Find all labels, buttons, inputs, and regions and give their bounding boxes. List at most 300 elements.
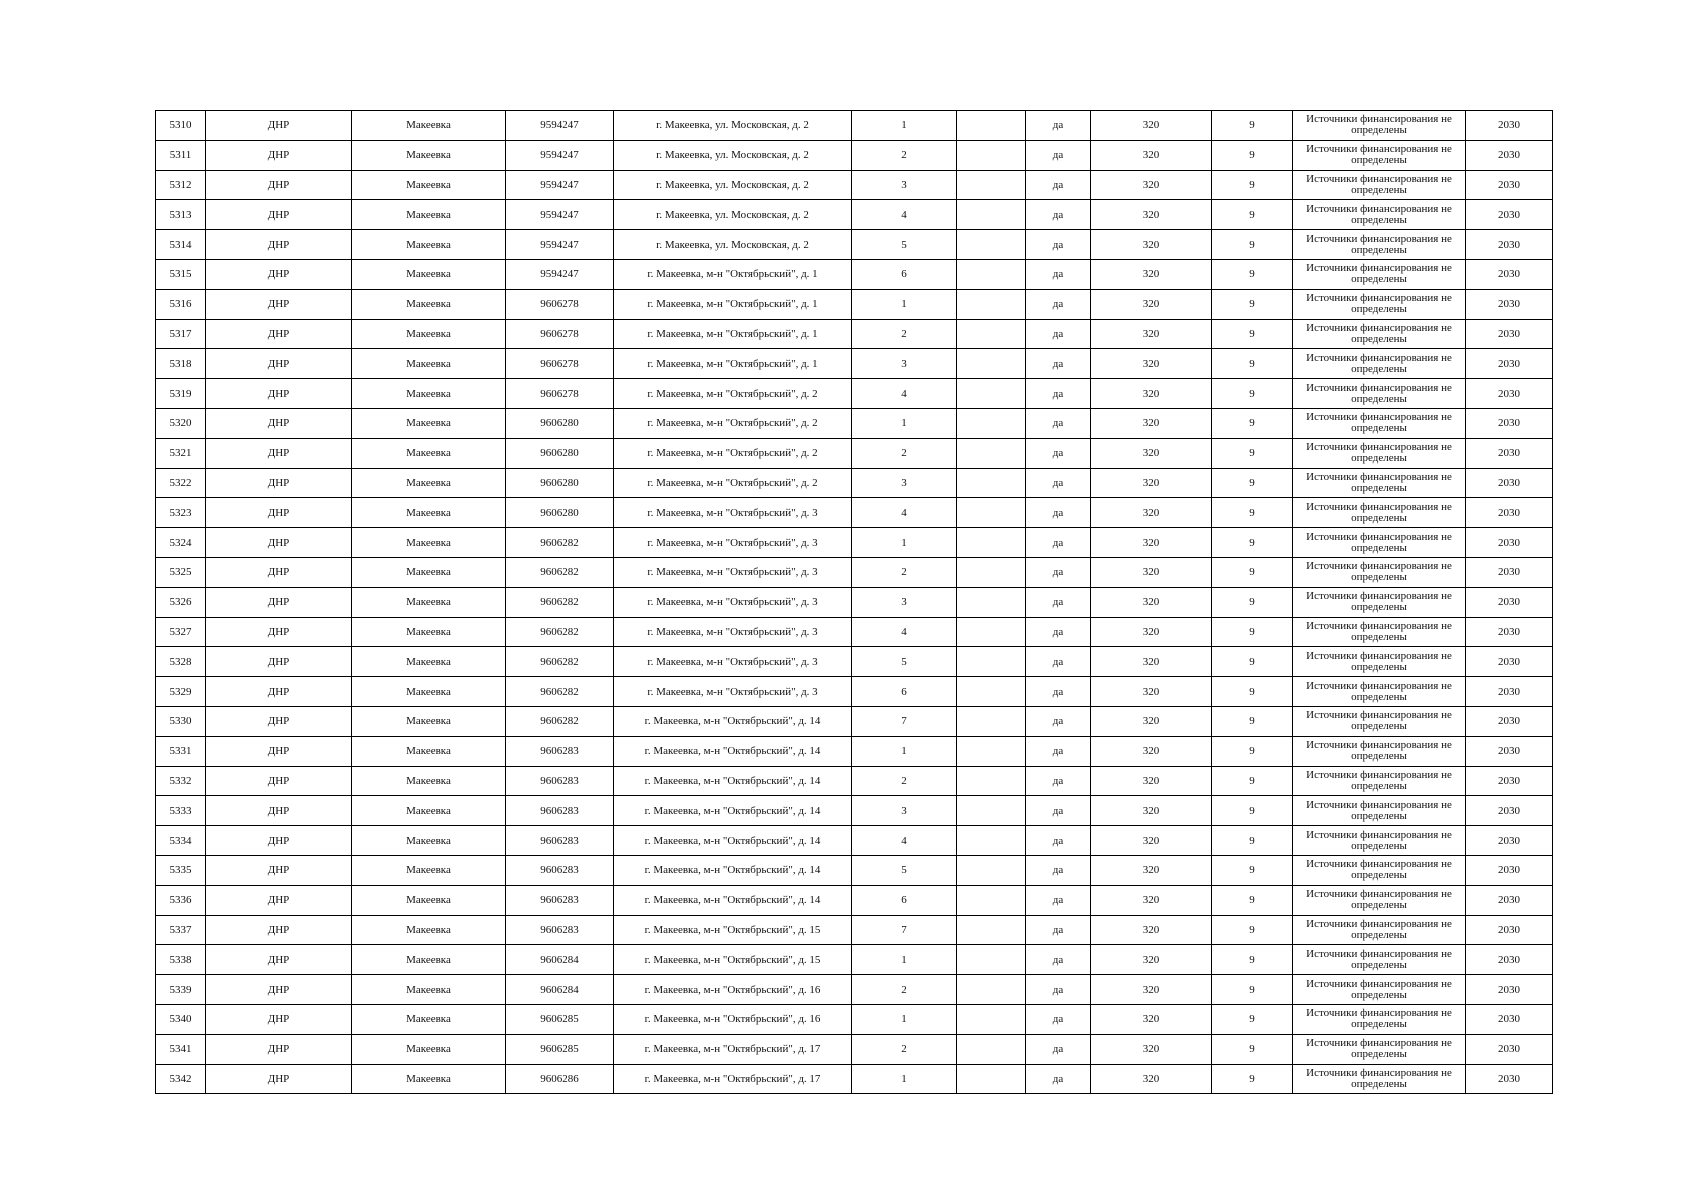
year-cell: 2030: [1466, 945, 1553, 975]
table-row: [156, 945, 1553, 975]
region-cell: ДНР: [206, 915, 352, 945]
count-cell: 9: [1212, 647, 1293, 677]
address-cell: г. Макеевка, м-н "Октябрьский", д. 3: [614, 498, 852, 528]
table-row: [156, 826, 1553, 856]
count-cell: 9: [1212, 349, 1293, 379]
value-cell: 320: [1091, 1034, 1212, 1064]
index-cell: 6: [852, 259, 957, 289]
flag-cell: да: [1026, 975, 1091, 1005]
address-cell: г. Макеевка, ул. Московская, д. 2: [614, 170, 852, 200]
funding-source-cell: Источники финансирования не определены: [1293, 230, 1466, 260]
region-cell: ДНР: [206, 647, 352, 677]
address-cell: г. Макеевка, м-н "Октябрьский", д. 3: [614, 617, 852, 647]
value-cell: 320: [1091, 408, 1212, 438]
value-cell: 320: [1091, 677, 1212, 707]
code-cell: 9606282: [506, 617, 614, 647]
funding-source-cell: Источники финансирования не определены: [1293, 677, 1466, 707]
index-cell: 2: [852, 1034, 957, 1064]
count-cell: 9: [1212, 766, 1293, 796]
region-cell: ДНР: [206, 796, 352, 826]
code-cell: 9594247: [506, 230, 614, 260]
value-cell: 320: [1091, 259, 1212, 289]
year-cell: 2030: [1466, 140, 1553, 170]
index-cell: 3: [852, 796, 957, 826]
table-row: [156, 1064, 1553, 1094]
table-row: [156, 438, 1553, 468]
index-cell: 3: [852, 468, 957, 498]
count-cell: 9: [1212, 528, 1293, 558]
flag-cell: да: [1026, 557, 1091, 587]
flag-cell: да: [1026, 170, 1091, 200]
code-cell: 9594247: [506, 200, 614, 230]
empty-cell: [957, 259, 1026, 289]
code-cell: 9606283: [506, 826, 614, 856]
code-cell: 9606285: [506, 1034, 614, 1064]
region-cell: ДНР: [206, 468, 352, 498]
empty-cell: [957, 826, 1026, 856]
year-cell: 2030: [1466, 111, 1553, 141]
empty-cell: [957, 438, 1026, 468]
city-cell: Макеевка: [352, 438, 506, 468]
table-row: [156, 855, 1553, 885]
empty-cell: [957, 915, 1026, 945]
index-cell: 1: [852, 111, 957, 141]
flag-cell: да: [1026, 1004, 1091, 1034]
table-row: [156, 587, 1553, 617]
count-cell: 9: [1212, 557, 1293, 587]
region-cell: ДНР: [206, 945, 352, 975]
address-cell: г. Макеевка, м-н "Октябрьский", д. 2: [614, 408, 852, 438]
table-row: [156, 170, 1553, 200]
count-cell: 9: [1212, 945, 1293, 975]
year-cell: 2030: [1466, 975, 1553, 1005]
city-cell: Макеевка: [352, 915, 506, 945]
funding-source-cell: Источники финансирования не определены: [1293, 200, 1466, 230]
flag-cell: да: [1026, 289, 1091, 319]
funding-source-cell: Источники финансирования не определены: [1293, 319, 1466, 349]
city-cell: Макеевка: [352, 1034, 506, 1064]
year-cell: 2030: [1466, 289, 1553, 319]
table-row: [156, 200, 1553, 230]
funding-source-cell: Источники финансирования не определены: [1293, 647, 1466, 677]
funding-source-cell: Источники финансирования не определены: [1293, 468, 1466, 498]
year-cell: 2030: [1466, 706, 1553, 736]
value-cell: 320: [1091, 736, 1212, 766]
count-cell: 9: [1212, 319, 1293, 349]
table-row: [156, 349, 1553, 379]
row-number-cell: 5318: [156, 349, 206, 379]
index-cell: 3: [852, 349, 957, 379]
city-cell: Макеевка: [352, 319, 506, 349]
count-cell: 9: [1212, 1034, 1293, 1064]
flag-cell: да: [1026, 617, 1091, 647]
empty-cell: [957, 677, 1026, 707]
year-cell: 2030: [1466, 230, 1553, 260]
year-cell: 2030: [1466, 885, 1553, 915]
index-cell: 1: [852, 1004, 957, 1034]
code-cell: 9594247: [506, 259, 614, 289]
city-cell: Макеевка: [352, 170, 506, 200]
table-row: [156, 1004, 1553, 1034]
region-cell: ДНР: [206, 408, 352, 438]
region-cell: ДНР: [206, 230, 352, 260]
row-number-cell: 5316: [156, 289, 206, 319]
code-cell: 9606282: [506, 557, 614, 587]
row-number-cell: 5321: [156, 438, 206, 468]
flag-cell: да: [1026, 796, 1091, 826]
row-number-cell: 5322: [156, 468, 206, 498]
address-cell: г. Макеевка, м-н "Октябрьский", д. 3: [614, 587, 852, 617]
count-cell: 9: [1212, 677, 1293, 707]
value-cell: 320: [1091, 945, 1212, 975]
empty-cell: [957, 1064, 1026, 1094]
funding-source-cell: Источники финансирования не определены: [1293, 170, 1466, 200]
region-cell: ДНР: [206, 736, 352, 766]
code-cell: 9606283: [506, 796, 614, 826]
empty-cell: [957, 408, 1026, 438]
flag-cell: да: [1026, 528, 1091, 558]
code-cell: 9606282: [506, 706, 614, 736]
city-cell: Макеевка: [352, 885, 506, 915]
address-cell: г. Макеевка, м-н "Октябрьский", д. 2: [614, 468, 852, 498]
flag-cell: да: [1026, 915, 1091, 945]
funding-source-cell: Источники финансирования не определены: [1293, 438, 1466, 468]
flag-cell: да: [1026, 408, 1091, 438]
row-number-cell: 5334: [156, 826, 206, 856]
value-cell: 320: [1091, 468, 1212, 498]
empty-cell: [957, 468, 1026, 498]
funding-source-cell: Источники финансирования не определены: [1293, 706, 1466, 736]
row-number-cell: 5341: [156, 1034, 206, 1064]
count-cell: 9: [1212, 915, 1293, 945]
count-cell: 9: [1212, 706, 1293, 736]
flag-cell: да: [1026, 230, 1091, 260]
code-cell: 9606280: [506, 498, 614, 528]
city-cell: Макеевка: [352, 796, 506, 826]
address-cell: г. Макеевка, м-н "Октябрьский", д. 2: [614, 379, 852, 409]
index-cell: 2: [852, 438, 957, 468]
flag-cell: да: [1026, 319, 1091, 349]
value-cell: 320: [1091, 796, 1212, 826]
row-number-cell: 5310: [156, 111, 206, 141]
city-cell: Макеевка: [352, 587, 506, 617]
code-cell: 9606283: [506, 885, 614, 915]
year-cell: 2030: [1466, 766, 1553, 796]
funding-source-cell: Источники финансирования не определены: [1293, 1064, 1466, 1094]
empty-cell: [957, 587, 1026, 617]
region-cell: ДНР: [206, 557, 352, 587]
year-cell: 2030: [1466, 1064, 1553, 1094]
region-cell: ДНР: [206, 379, 352, 409]
year-cell: 2030: [1466, 826, 1553, 856]
value-cell: 320: [1091, 111, 1212, 141]
funding-source-cell: Источники финансирования не определены: [1293, 826, 1466, 856]
flag-cell: да: [1026, 945, 1091, 975]
empty-cell: [957, 1034, 1026, 1064]
funding-source-cell: Источники финансирования не определены: [1293, 289, 1466, 319]
city-cell: Макеевка: [352, 468, 506, 498]
code-cell: 9606282: [506, 677, 614, 707]
value-cell: 320: [1091, 855, 1212, 885]
address-cell: г. Макеевка, м-н "Октябрьский", д. 16: [614, 1004, 852, 1034]
funding-source-cell: Источники финансирования не определены: [1293, 408, 1466, 438]
index-cell: 2: [852, 140, 957, 170]
flag-cell: да: [1026, 379, 1091, 409]
flag-cell: да: [1026, 587, 1091, 617]
city-cell: Макеевка: [352, 1064, 506, 1094]
region-cell: ДНР: [206, 438, 352, 468]
value-cell: 320: [1091, 1064, 1212, 1094]
funding-source-cell: Источники финансирования не определены: [1293, 349, 1466, 379]
city-cell: Макеевка: [352, 1004, 506, 1034]
flag-cell: да: [1026, 885, 1091, 915]
table-row: [156, 259, 1553, 289]
empty-cell: [957, 230, 1026, 260]
index-cell: 7: [852, 706, 957, 736]
index-cell: 1: [852, 289, 957, 319]
address-cell: г. Макеевка, м-н "Октябрьский", д. 1: [614, 319, 852, 349]
table-row: [156, 379, 1553, 409]
empty-cell: [957, 498, 1026, 528]
empty-cell: [957, 736, 1026, 766]
value-cell: 320: [1091, 379, 1212, 409]
count-cell: 9: [1212, 736, 1293, 766]
row-number-cell: 5338: [156, 945, 206, 975]
table-row: [156, 766, 1553, 796]
code-cell: 9606283: [506, 915, 614, 945]
region-cell: ДНР: [206, 1004, 352, 1034]
year-cell: 2030: [1466, 319, 1553, 349]
city-cell: Макеевка: [352, 975, 506, 1005]
funding-source-cell: Источники финансирования не определены: [1293, 557, 1466, 587]
row-number-cell: 5336: [156, 885, 206, 915]
region-cell: ДНР: [206, 855, 352, 885]
address-cell: г. Макеевка, м-н "Октябрьский", д. 14: [614, 766, 852, 796]
count-cell: 9: [1212, 617, 1293, 647]
address-cell: г. Макеевка, м-н "Октябрьский", д. 14: [614, 855, 852, 885]
table-row: [156, 111, 1553, 141]
index-cell: 4: [852, 498, 957, 528]
empty-cell: [957, 766, 1026, 796]
value-cell: 320: [1091, 438, 1212, 468]
region-cell: ДНР: [206, 259, 352, 289]
funding-source-cell: Источники финансирования не определены: [1293, 528, 1466, 558]
index-cell: 2: [852, 557, 957, 587]
table-row: [156, 617, 1553, 647]
empty-cell: [957, 379, 1026, 409]
city-cell: Макеевка: [352, 498, 506, 528]
table-row: [156, 885, 1553, 915]
city-cell: Макеевка: [352, 289, 506, 319]
count-cell: 9: [1212, 1064, 1293, 1094]
city-cell: Макеевка: [352, 677, 506, 707]
index-cell: 3: [852, 587, 957, 617]
code-cell: 9594247: [506, 111, 614, 141]
address-cell: г. Макеевка, м-н "Октябрьский", д. 14: [614, 826, 852, 856]
flag-cell: да: [1026, 736, 1091, 766]
empty-cell: [957, 319, 1026, 349]
funding-source-cell: Источники финансирования не определены: [1293, 796, 1466, 826]
table-row: [156, 319, 1553, 349]
empty-cell: [957, 1004, 1026, 1034]
value-cell: 320: [1091, 200, 1212, 230]
region-cell: ДНР: [206, 170, 352, 200]
count-cell: 9: [1212, 885, 1293, 915]
count-cell: 9: [1212, 140, 1293, 170]
value-cell: 320: [1091, 587, 1212, 617]
code-cell: 9606278: [506, 319, 614, 349]
region-cell: ДНР: [206, 1034, 352, 1064]
city-cell: Макеевка: [352, 855, 506, 885]
table-row: [156, 736, 1553, 766]
row-number-cell: 5317: [156, 319, 206, 349]
value-cell: 320: [1091, 975, 1212, 1005]
table-row: [156, 647, 1553, 677]
funding-source-cell: Источники финансирования не определены: [1293, 975, 1466, 1005]
count-cell: 9: [1212, 1004, 1293, 1034]
count-cell: 9: [1212, 855, 1293, 885]
count-cell: 9: [1212, 826, 1293, 856]
table-row: [156, 1034, 1553, 1064]
funding-source-cell: Источники финансирования не определены: [1293, 855, 1466, 885]
region-cell: ДНР: [206, 617, 352, 647]
year-cell: 2030: [1466, 1034, 1553, 1064]
row-number-cell: 5314: [156, 230, 206, 260]
row-number-cell: 5319: [156, 379, 206, 409]
year-cell: 2030: [1466, 468, 1553, 498]
city-cell: Макеевка: [352, 200, 506, 230]
flag-cell: да: [1026, 1064, 1091, 1094]
code-cell: 9606278: [506, 349, 614, 379]
region-cell: ДНР: [206, 319, 352, 349]
empty-cell: [957, 349, 1026, 379]
empty-cell: [957, 975, 1026, 1005]
row-number-cell: 5312: [156, 170, 206, 200]
address-cell: г. Макеевка, ул. Московская, д. 2: [614, 200, 852, 230]
city-cell: Макеевка: [352, 945, 506, 975]
address-cell: г. Макеевка, ул. Московская, д. 2: [614, 140, 852, 170]
count-cell: 9: [1212, 438, 1293, 468]
address-cell: г. Макеевка, м-н "Октябрьский", д. 15: [614, 915, 852, 945]
city-cell: Макеевка: [352, 557, 506, 587]
index-cell: 7: [852, 915, 957, 945]
value-cell: 320: [1091, 617, 1212, 647]
row-number-cell: 5313: [156, 200, 206, 230]
year-cell: 2030: [1466, 170, 1553, 200]
code-cell: 9606282: [506, 587, 614, 617]
year-cell: 2030: [1466, 677, 1553, 707]
code-cell: 9606284: [506, 975, 614, 1005]
row-number-cell: 5333: [156, 796, 206, 826]
row-number-cell: 5315: [156, 259, 206, 289]
region-cell: ДНР: [206, 498, 352, 528]
flag-cell: да: [1026, 200, 1091, 230]
flag-cell: да: [1026, 468, 1091, 498]
year-cell: 2030: [1466, 438, 1553, 468]
year-cell: 2030: [1466, 617, 1553, 647]
code-cell: 9606280: [506, 408, 614, 438]
flag-cell: да: [1026, 259, 1091, 289]
address-cell: г. Макеевка, м-н "Октябрьский", д. 1: [614, 349, 852, 379]
year-cell: 2030: [1466, 647, 1553, 677]
address-cell: г. Макеевка, м-н "Октябрьский", д. 17: [614, 1034, 852, 1064]
value-cell: 320: [1091, 230, 1212, 260]
funding-source-cell: Источники финансирования не определены: [1293, 885, 1466, 915]
region-cell: ДНР: [206, 885, 352, 915]
code-cell: 9606283: [506, 736, 614, 766]
index-cell: 6: [852, 677, 957, 707]
funding-source-cell: Источники финансирования не определены: [1293, 915, 1466, 945]
index-cell: 1: [852, 528, 957, 558]
code-cell: 9606278: [506, 289, 614, 319]
count-cell: 9: [1212, 587, 1293, 617]
address-cell: г. Макеевка, м-н "Октябрьский", д. 3: [614, 528, 852, 558]
count-cell: 9: [1212, 259, 1293, 289]
count-cell: 9: [1212, 975, 1293, 1005]
index-cell: 2: [852, 975, 957, 1005]
index-cell: 1: [852, 408, 957, 438]
code-cell: 9594247: [506, 170, 614, 200]
index-cell: 5: [852, 647, 957, 677]
count-cell: 9: [1212, 498, 1293, 528]
row-number-cell: 5327: [156, 617, 206, 647]
empty-cell: [957, 796, 1026, 826]
year-cell: 2030: [1466, 498, 1553, 528]
empty-cell: [957, 706, 1026, 736]
table-row: [156, 528, 1553, 558]
address-cell: г. Макеевка, м-н "Октябрьский", д. 14: [614, 736, 852, 766]
value-cell: 320: [1091, 1004, 1212, 1034]
empty-cell: [957, 528, 1026, 558]
value-cell: 320: [1091, 647, 1212, 677]
table-row: [156, 677, 1553, 707]
value-cell: 320: [1091, 826, 1212, 856]
year-cell: 2030: [1466, 855, 1553, 885]
table-row: [156, 230, 1553, 260]
table-row: [156, 498, 1553, 528]
address-cell: г. Макеевка, м-н "Октябрьский", д. 14: [614, 706, 852, 736]
funding-source-cell: Источники финансирования не определены: [1293, 259, 1466, 289]
year-cell: 2030: [1466, 915, 1553, 945]
table-row: [156, 796, 1553, 826]
value-cell: 320: [1091, 915, 1212, 945]
table-row: [156, 289, 1553, 319]
address-cell: г. Макеевка, м-н "Октябрьский", д. 14: [614, 885, 852, 915]
flag-cell: да: [1026, 349, 1091, 379]
value-cell: 320: [1091, 706, 1212, 736]
value-cell: 320: [1091, 349, 1212, 379]
region-cell: ДНР: [206, 111, 352, 141]
flag-cell: да: [1026, 498, 1091, 528]
table-row: [156, 408, 1553, 438]
empty-cell: [957, 200, 1026, 230]
address-cell: г. Макеевка, м-н "Октябрьский", д. 1: [614, 259, 852, 289]
flag-cell: да: [1026, 706, 1091, 736]
row-number-cell: 5335: [156, 855, 206, 885]
row-number-cell: 5337: [156, 915, 206, 945]
address-cell: г. Макеевка, м-н "Октябрьский", д. 3: [614, 647, 852, 677]
table-row: [156, 140, 1553, 170]
count-cell: 9: [1212, 111, 1293, 141]
city-cell: Макеевка: [352, 379, 506, 409]
city-cell: Макеевка: [352, 706, 506, 736]
city-cell: Макеевка: [352, 230, 506, 260]
flag-cell: да: [1026, 766, 1091, 796]
index-cell: 5: [852, 230, 957, 260]
value-cell: 320: [1091, 289, 1212, 319]
funding-source-cell: Источники финансирования не определены: [1293, 1034, 1466, 1064]
row-number-cell: 5323: [156, 498, 206, 528]
